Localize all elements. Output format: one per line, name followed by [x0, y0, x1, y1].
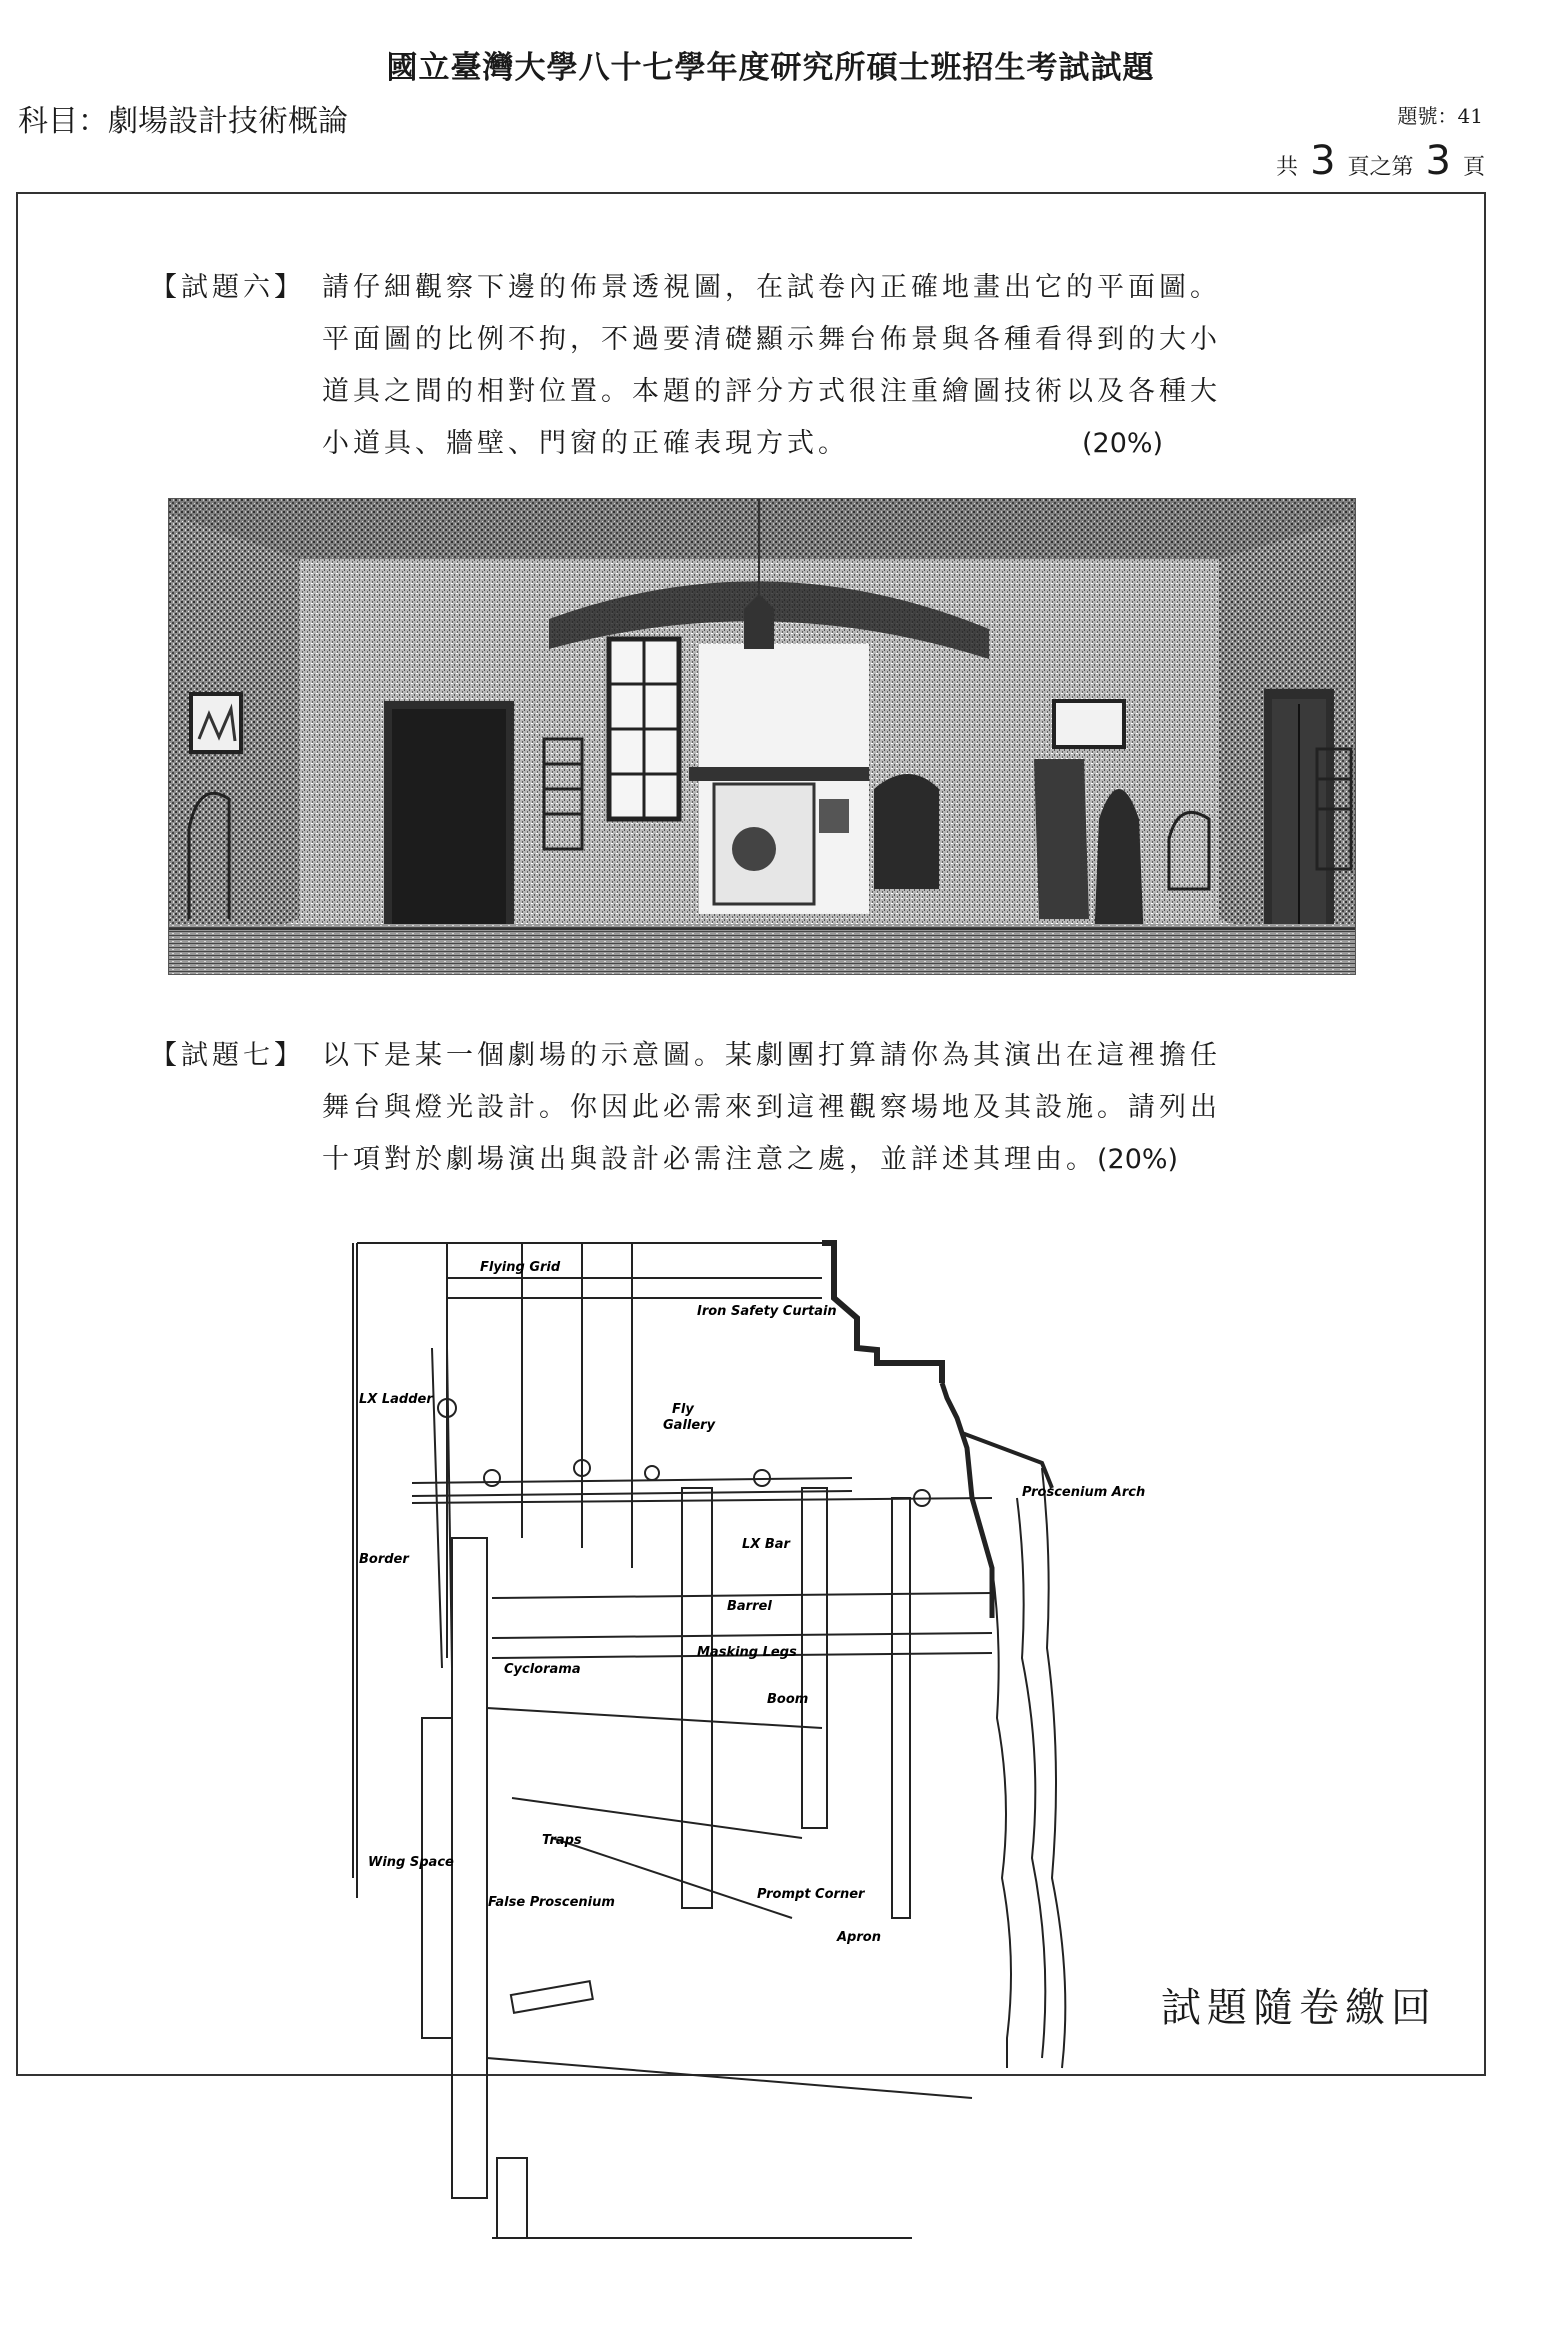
question-six-tag: 【試題六】 — [150, 272, 305, 303]
current-page: 3 — [1425, 138, 1451, 184]
label-iron-safety-curtain: Iron Safety Curtain — [697, 1304, 837, 1319]
label-proscenium-arch: Proscenium Arch — [1022, 1485, 1146, 1500]
label-fly-gallery-1: Fly — [672, 1402, 694, 1417]
label-masking-legs: Masking Legs — [697, 1645, 797, 1660]
label-traps: Traps — [542, 1833, 582, 1848]
question-seven-line: 以下是某一個劇場的示意圖。某劇團打算請你為其演出在這裡擔任 — [322, 1040, 1221, 1071]
stage-set-perspective-image — [168, 498, 1356, 975]
footer-note: 試題隨卷繳回 — [1161, 1985, 1437, 2031]
question-seven-body — [322, 1030, 1322, 1186]
page-middle: 頁之第 — [1347, 155, 1414, 180]
total-pages: 3 — [1310, 138, 1336, 184]
question-seven-tag: 【試題七】 — [150, 1040, 305, 1071]
question-number: 題號：41 — [1397, 104, 1483, 128]
label-false-proscenium: False Proscenium — [488, 1895, 615, 1910]
page-info — [1276, 138, 1485, 184]
label-lx-bar: LX Bar — [742, 1537, 790, 1552]
label-flying-grid: Flying Grid — [480, 1260, 561, 1275]
question-six-line: 平面圖的比例不拘，不過要清礎顯示舞台佈景與各種看得到的大小 — [322, 324, 1221, 355]
label-lx-ladder: LX Ladder — [359, 1392, 433, 1407]
question-seven-line: 舞台與燈光設計。你因此必需來到這裡觀察場地及其設施。請列出 — [322, 1092, 1221, 1123]
label-prompt-corner: Prompt Corner — [757, 1887, 865, 1902]
question-six-score: (20%) — [1082, 428, 1164, 459]
question-six-body — [322, 262, 1322, 470]
label-boom: Boom — [767, 1692, 809, 1707]
label-cyclorama: Cyclorama — [504, 1662, 581, 1677]
exam-title: 國立臺灣大學八十七學年度研究所碩士班招生考試試題 — [386, 50, 1155, 86]
label-apron: Apron — [837, 1930, 881, 1945]
page-prefix: 共 — [1276, 155, 1299, 180]
question-six-line: 小道具、牆壁、門窗的正確表現方式。 (20%) — [322, 418, 1322, 470]
label-border: Border — [359, 1552, 409, 1567]
question-seven-line: 十項對於劇場演出與設計必需注意之處，並詳述其理由。(20%) — [322, 1144, 1179, 1175]
theatre-diagram — [352, 1238, 1152, 2338]
label-fly-gallery-2: Gallery — [663, 1418, 716, 1433]
question-six-line: 請仔細觀察下邊的佈景透視圖，在試卷內正確地畫出它的平面圖。 — [322, 272, 1221, 303]
question-seven-score: (20%) — [1097, 1144, 1179, 1175]
label-barrel: Barrel — [727, 1599, 772, 1614]
subject-label: 科目：劇場設計技術概論 — [18, 104, 348, 139]
page-suffix: 頁 — [1462, 155, 1485, 180]
label-wing-space: Wing Space — [368, 1855, 454, 1870]
question-six-line: 道具之間的相對位置。本題的評分方式很注重繪圖技術以及各種大 — [322, 376, 1221, 407]
